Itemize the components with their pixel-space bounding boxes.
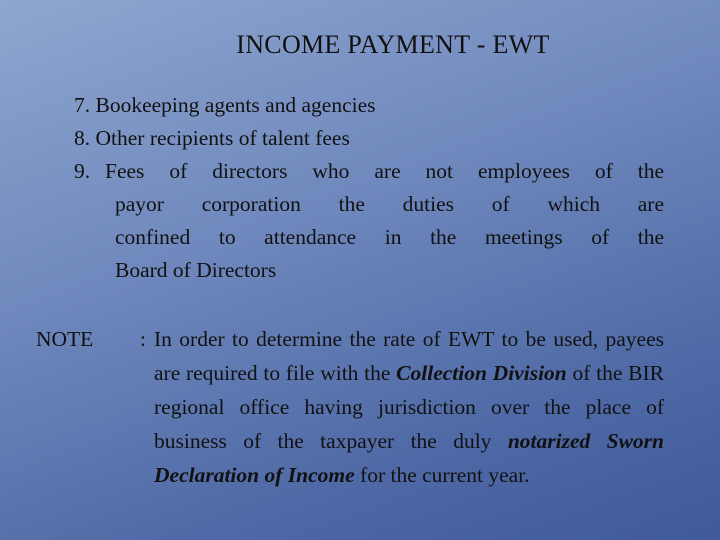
list-item-text: Bookeeping agents and agencies [95, 93, 376, 117]
note-text-1: In order to determine the rate of EWT to be used, payees are required to file with the [154, 327, 664, 385]
list-item-9 [74, 155, 664, 287]
list-item-text-line-2: payor corporation the duties of which are [115, 192, 664, 216]
list-item-8 [74, 122, 664, 155]
note-body [154, 322, 664, 492]
note-sworn-declaration: notarized Sworn Declaration of Income [154, 429, 664, 487]
note-text-2: of the BIR regional office having jurisdiction over the place of business of the taxpayer the duly [154, 361, 664, 453]
note-collection-division: Collection Division [396, 361, 567, 385]
list-item-number: 8. [74, 126, 91, 150]
slide-title: INCOME PAYMENT - EWT [236, 30, 550, 59]
list-item-text: Other recipients of talent fees [95, 126, 350, 150]
list-item-text-line-3: confined to attendance in the meetings of the [115, 225, 664, 249]
list-item-text-line-4: Board of Directors [115, 258, 277, 282]
note-colon: : [140, 327, 146, 351]
list-item-number: 9. [74, 159, 91, 183]
list-item-number: 7. [74, 93, 91, 117]
note-label: NOTE [36, 327, 94, 351]
list-item-text-line-1: Fees of directors who are not employees of the [105, 159, 664, 183]
income-payment-list [74, 89, 664, 287]
list-item-7 [74, 89, 664, 122]
note-text-3: for the current year. [354, 463, 530, 487]
